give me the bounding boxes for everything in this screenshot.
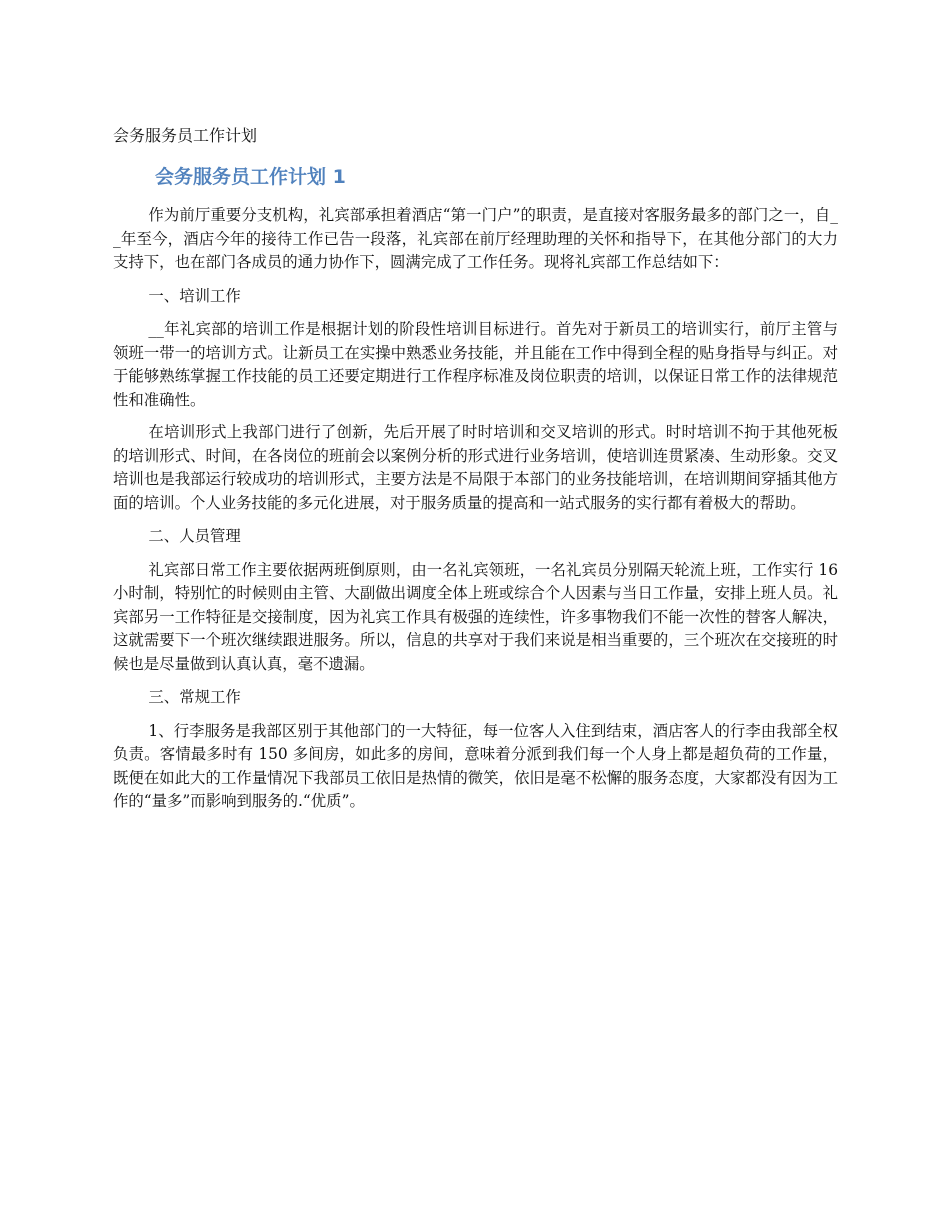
section-heading: 会务服务员工作计划 1 [155,166,346,188]
document-body [113,204,838,814]
routine-paragraph: 1、行李服务是我部区别于其他部门的一大特征，每一位客人入住到结束，酒店客人的行李由我部全权负责。客情最多时有 150 多间房，如此多的房间，意味着分派到我们每一个人身上都是超负荷的工作量，既便在如此大的工作量情况下我部员工依旧是热情的微笑，依旧是毫不松懈的服务态度，大家都没有因为工作的“量多”而影响到服务的.“优质”。 [113,721,838,810]
document-title: 会务服务员工作计划 [113,126,258,145]
personnel-paragraph: 礼宾部日常工作主要依据两班倒原则，由一名礼宾领班，一名礼宾员分别隔天轮流上班，工作实行 16 小时制，特别忙的时候则由主管、大副做出调度全体上班或综合个人因素与当日工作量，安排上班人员。礼宾部另一工作特征是交接制度，因为礼宾工作具有极强的连续性，许多事物我们不能一次性的替客人解决，这就需要下一个班次继续跟进服务。所以，信息的共享对于我们来说是相当重要的，三个班次在交接班的时候也是尽量做到认真认真，毫不遗漏。 [113,560,838,673]
training-paragraph-2: 在培训形式上我部门进行了创新，先后开展了时时培训和交叉培训的形式。时时培训不拘于其他死板的培训形式、时间，在各岗位的班前会以案例分析的形式进行业务培训，使培训连贯紧凑、生动形象。交叉培训也是我部运行较成功的培训形式，主要方法是不局限于本部门的业务技能培训，在培训期间穿插其他方面的培训。个人业务技能的多元化进展，对于服务质量的提高和一站式服务的实行都有着极大的帮助。 [113,423,838,512]
section-title-routine: 三、常规工作 [148,688,241,706]
section-title-personnel: 二、人员管理 [148,527,241,545]
training-paragraph-1: __年礼宾部的培训工作是根据计划的阶段性培训目标进行。首先对于新员工的培训实行，前厅主管与领班一带一的培训方式。让新员工在实操中熟悉业务技能，并且能在工作中得到全程的贴身指导与纠正。对于能够熟练掌握工作技能的员工还要定期进行工作程序标准及岗位职责的培训，以保证日常工作的法律规范性和准确性。 [113,320,838,409]
section-title-training: 一、培训工作 [148,286,241,305]
intro-paragraph: 作为前厅重要分支机构，礼宾部承担着酒店“第一门户”的职责，是直接对客服务最多的部门之一，自__年至今，酒店今年的接待工作已告一段落，礼宾部在前厅经理助理的关怀和指导下，在其他分部门的大力支持下，也在部门各成员的通力协作下，圆满完成了工作任务。现将礼宾部工作总结如下： [113,206,838,271]
